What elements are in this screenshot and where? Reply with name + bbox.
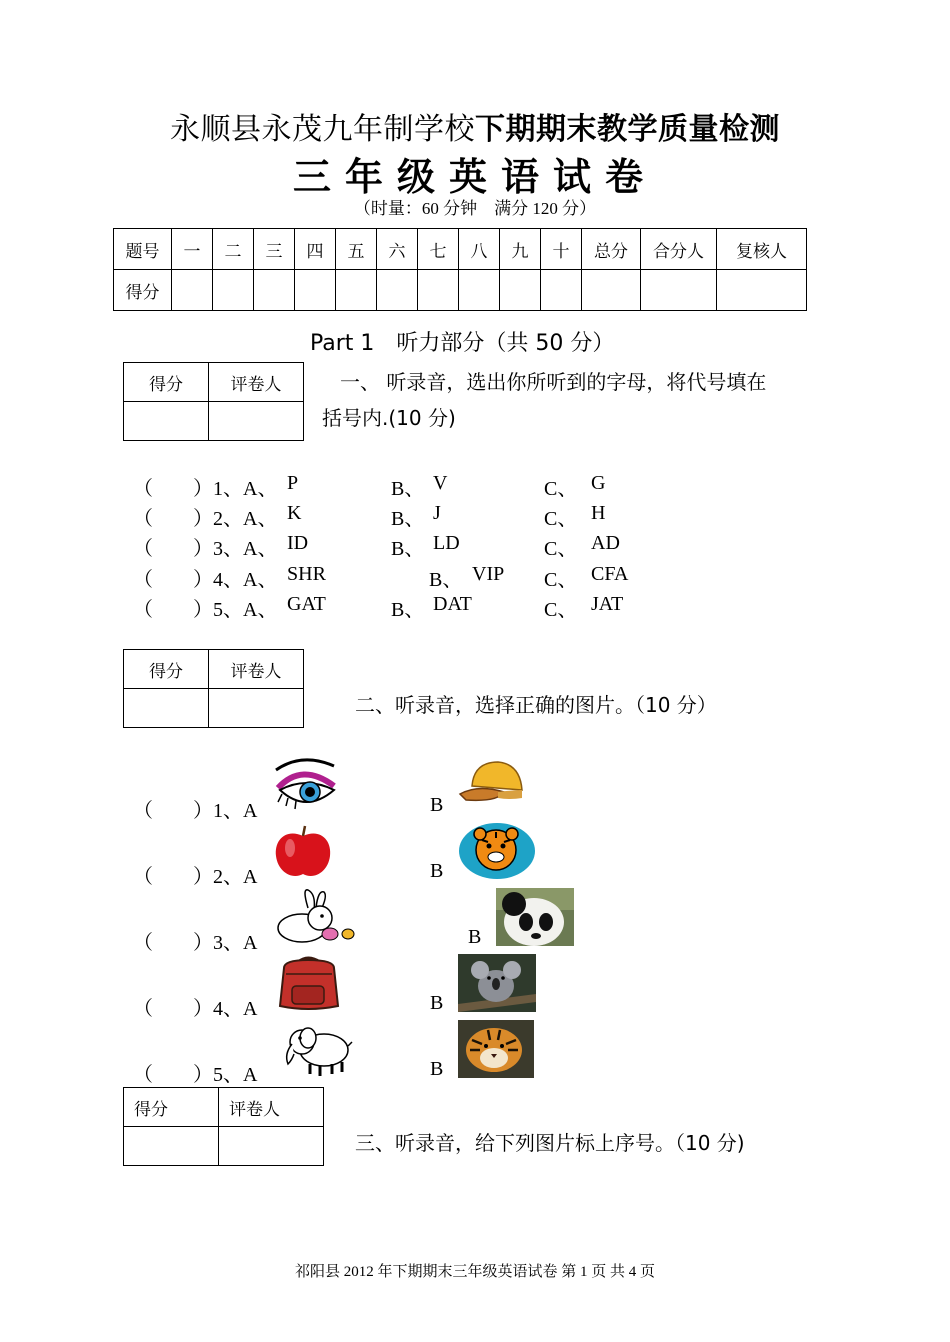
option-b-label: B [430,794,444,816]
score-table-header-cell: 复核人 [717,229,807,270]
grader-name-label: 评卷人 [219,1088,324,1127]
grader-score-cell[interactable] [124,689,209,728]
score-cell[interactable] [641,270,717,311]
score-table [113,228,807,311]
question-number: （ ）1、A、 [133,478,278,500]
panda-picture[interactable] [496,888,574,946]
score-cell[interactable] [336,270,377,311]
tiger-photo-picture[interactable] [458,1020,534,1078]
option-b[interactable]: LD [433,532,460,554]
option-a[interactable]: P [287,472,299,494]
score-cell[interactable] [172,270,213,311]
grader-score-label: 得分 [124,1088,219,1127]
option-a[interactable]: GAT [287,593,326,615]
score-table-header-row [114,229,807,270]
option-c-label: C、 [544,478,578,500]
cap-picture[interactable] [458,754,528,812]
section1-question-1 [0,472,950,502]
section3-heading: 三、听录音，给下列图片标上序号。（10 分) [355,1131,745,1155]
score-table-header-cell: 五 [336,229,377,270]
score-row-label: 得分 [114,270,172,311]
score-cell[interactable] [541,270,582,311]
question-number: （ ）4、A、 [133,569,278,591]
score-cell[interactable] [500,270,541,311]
option-c-label: C、 [544,538,578,560]
koala-picture[interactable] [458,954,536,1012]
section1-question-3 [0,532,950,562]
section1-question-4 [0,563,950,593]
option-c[interactable]: CFA [591,563,629,585]
score-table-header-cell: 总分 [582,229,641,270]
score-cell[interactable] [295,270,336,311]
option-a[interactable]: K [287,502,302,524]
rabbit-picture[interactable] [272,888,360,946]
question-number: （ ）2、A、 [133,508,278,530]
score-table-header-cell: 六 [377,229,418,270]
tiger-cartoon-picture[interactable] [458,822,536,880]
question-number: （ ）2、A [133,866,258,888]
option-a[interactable]: ID [287,532,309,554]
grader-score-cell[interactable] [124,402,209,441]
option-b-label: B [430,992,444,1014]
grader-box-section2 [123,649,304,728]
question-number: （ ）5、A、 [133,599,278,621]
elephant-picture[interactable] [280,1020,354,1078]
exam-title-line1 [0,104,950,148]
question-number: （ ）3、A [133,932,258,954]
page-footer: 祁阳县 2012 年下期期末三年级英语试卷 第 1 页 共 4 页 [294,1264,655,1280]
option-b-label: B [430,860,444,882]
option-b[interactable]: V [433,472,448,494]
option-b-label: B、 [391,599,425,621]
part1-title: Part 1 听力部分（共 50 分） [310,331,615,356]
score-table-header-cell: 八 [459,229,500,270]
apple-picture[interactable] [272,822,334,880]
grader-name-cell[interactable] [219,1127,324,1166]
exam-title-line2: 三年级英语试卷 [292,157,657,199]
grader-score-label: 得分 [124,650,209,689]
section2-heading: 二、听录音，选择正确的图片。（10 分） [355,693,717,717]
option-b-label: B、 [391,508,425,530]
eye-picture[interactable] [272,754,342,814]
option-a[interactable]: SHR [287,563,326,585]
score-cell[interactable] [582,270,641,311]
grader-name-label: 评卷人 [209,363,304,402]
score-cell[interactable] [459,270,500,311]
score-table-header-cell: 三 [254,229,295,270]
grader-name-cell[interactable] [209,402,304,441]
score-table-header-cell: 七 [418,229,459,270]
score-table-header-cell: 九 [500,229,541,270]
option-c[interactable]: H [591,502,606,524]
grader-score-label: 得分 [124,363,209,402]
section1-question-5 [0,593,950,623]
grader-name-cell[interactable] [209,689,304,728]
option-b[interactable]: VIP [472,563,505,585]
option-b-label: B、 [391,478,425,500]
score-cell[interactable] [377,270,418,311]
question-number: （ ）4、A [133,998,258,1020]
exam-name: 下期期末教学质量检测 [475,112,780,147]
score-table-header-cell: 二 [213,229,254,270]
section2-question-3 [0,926,950,956]
option-b-label: B [430,1058,444,1080]
grader-score-cell[interactable] [124,1127,219,1166]
question-number: （ ）3、A、 [133,538,278,560]
option-c[interactable]: G [591,472,606,494]
score-table-score-row [114,270,807,311]
grader-box-section3 [123,1087,324,1166]
option-c[interactable]: AD [591,532,620,554]
option-b[interactable]: DAT [433,593,472,615]
score-cell[interactable] [213,270,254,311]
section1-heading-line1: 一、 听录音，选出你所听到的字母，将代号填在 [340,370,767,394]
section1-question-2 [0,502,950,532]
score-cell[interactable] [254,270,295,311]
option-b[interactable]: J [433,502,441,524]
score-table-header-cell: 四 [295,229,336,270]
question-number: （ ）5、A [133,1064,258,1086]
score-table-header-cell: 一 [172,229,213,270]
grader-box-section1 [123,362,304,441]
option-c-label: C、 [544,599,578,621]
school-name: 永顺县永茂九年制学校 [170,113,475,146]
option-b-label: B [468,926,482,948]
score-table-header-cell: 合分人 [641,229,717,270]
score-cell[interactable] [418,270,459,311]
option-c[interactable]: JAT [591,593,624,615]
question-number: （ ）1、A [133,800,258,822]
option-c-label: C、 [544,508,578,530]
score-cell[interactable] [717,270,807,311]
option-b-label: B、 [429,569,463,591]
section1-heading-line2: 括号内.(10 分) [322,406,456,430]
score-table-header-cell: 十 [541,229,582,270]
schoolbag-picture[interactable] [272,954,346,1012]
score-table-header-cell: 题号 [114,229,172,270]
option-b-label: B、 [391,538,425,560]
grader-name-label: 评卷人 [209,650,304,689]
option-c-label: C、 [544,569,578,591]
exam-subtitle: （时量：60 分钟 满分 120 分） [353,199,597,218]
